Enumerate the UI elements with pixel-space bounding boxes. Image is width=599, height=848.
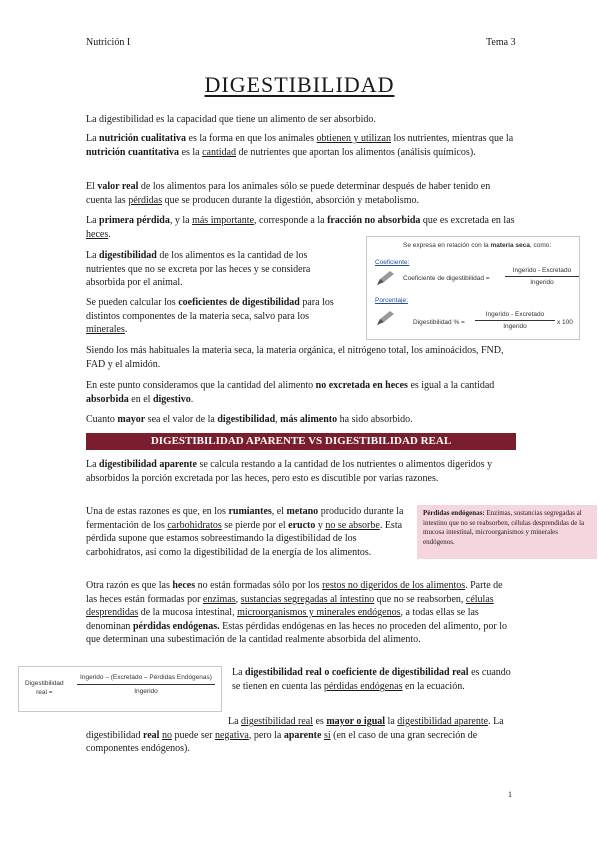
paragraph: La primera pérdida, y la más importante, corresponde a la fracción no absorbida que es excretada en las heces.: [86, 215, 515, 240]
formula-box-digestibility: Se expresa en relación con la materia seca, como: Coeficiente: Coeficiente de digestibilidad = Ingerido - Excretado Ingerido Porcentaje: Digestibilidad % = Ingerido - Excretado Ingerido x 100: [366, 236, 580, 340]
pencil-icon: [375, 269, 397, 287]
header-left: Nutrición I: [86, 37, 131, 48]
label-coeficiente: Coeficiente:: [375, 259, 410, 266]
section-title-bar: DIGESTIBILIDAD APARENTE VS DIGESTIBILIDAD REAL: [86, 433, 516, 450]
label-porcentaje: Porcentaje:: [375, 297, 408, 304]
callout-endogenous-losses: Pérdidas endógenas: Enzimas, sustancias segregadas al intestino que no se reabsorben, células desprendidas de la mucosa intestinal, microorganismos y minerales endógenos.: [417, 505, 597, 559]
paragraph: El valor real de los alimentos para los animales sólo se puede determinar después de haber tenido en cuenta las pérdidas que se producen durante la digestión, absorción y metabolismo.: [86, 181, 491, 206]
header-right: Tema 3: [486, 37, 516, 48]
paragraph: La digestibilidad real o coeficiente de digestibilidad real es cuando se tienen en cuenta las pérdidas endógenas en la ecuación.: [232, 667, 511, 692]
page-number: 1: [508, 790, 512, 799]
paragraph: Siendo los más habituales la materia seca, la materia orgánica, el nitrógeno total, los aminoácidos, FND, FAD y el almidón.: [86, 345, 504, 370]
paragraph: La digestibilidad es la capacidad que tiene un alimento de ser absorbido.: [86, 114, 376, 125]
paragraph: La digestibilidad aparente se calcula restando a la cantidad de los nutrientes o alimentos digeridos y absorbidos la porción excretada por las heces, pero esto es discutible por varias razones.: [86, 459, 493, 484]
paragraph: Cuanto mayor sea el valor de la digestibilidad, más alimento ha sido absorbido.: [86, 414, 413, 425]
paragraph: Otra razón es que las heces no están formadas sólo por los restos no digeridos de los alimentos. Parte de las heces están formadas por enzimas, sustancias segregadas al intestino que no se reabsorben, células desprendidas de la mucosa intestinal, microorganismos y minerales endógenos, a todas ellas se las denominan pérdidas endógenas. Estas pérdidas endógenas en las heces no proceden del alimento, por lo que determinan una subestimación de la cantidad realmente absorbida del alimento.: [86, 580, 508, 646]
paragraph: En este punto consideramos que la cantidad del alimento no excretada en heces es igual a la cantidad absorbida en el digestivo.: [86, 380, 495, 405]
pencil-icon: [375, 309, 397, 327]
formula-box-real-digestibility: Digestibilidad real = Ingerido – (Excretado – Pérdidas Endógenas) Ingerido: [18, 666, 222, 712]
paragraph: Una de estas razones es que, en los rumiantes, el metano producido durante la fermentación de los carbohidratos se pierde por el eructo y no se absorbe. Esta pérdida supone que estamos sobreestimando la digestibilidad de los carbohidratos, así como la digestibilidad de la energía de los alimentos.: [86, 506, 404, 558]
paragraph: La nutrición cualitativa es la forma en que los animales obtienen y utilizan los nutrientes, mientras que la nutrición cuantitativa es la cantidad de nutrientes que aportan los alimentos (análisis químicos).: [86, 133, 514, 158]
page-title: DIGESTIBILIDAD: [204, 72, 395, 97]
paragraph: La digestibilidad real es mayor o igual la digestibilidad aparente. La digestibilidad real no puede ser negativa, pero la aparente sí (en el caso de una gran secreción de componentes endógenos).: [86, 716, 504, 755]
paragraph: Se pueden calcular los coeficientes de digestibilidad para los distintos componentes de la materia seca, salvo para los minerales.: [86, 297, 334, 336]
paragraph: La digestibilidad de los alimentos es la cantidad de los nutrientes que no se excreta por las heces y se considera absorbida por el animal.: [86, 250, 311, 289]
